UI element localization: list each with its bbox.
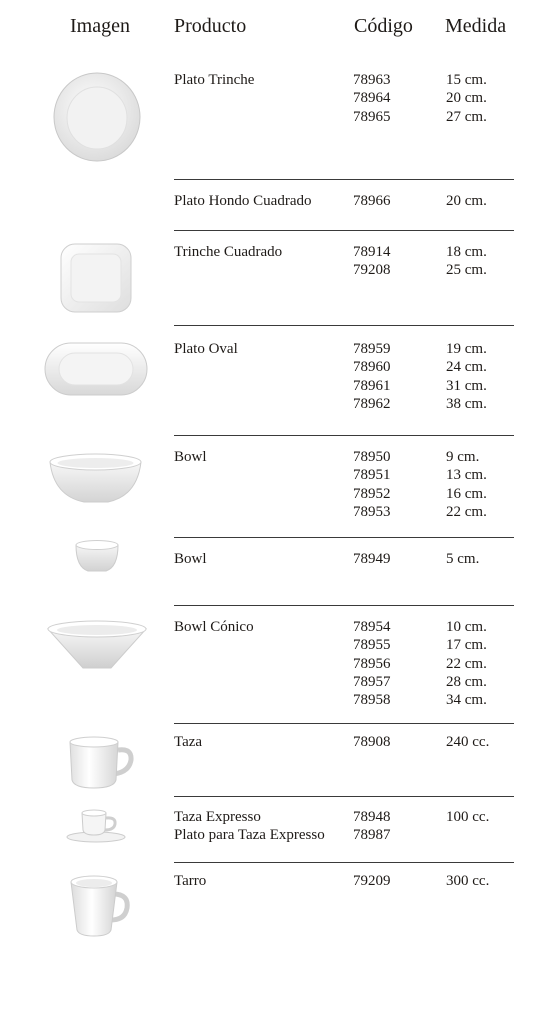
medida-5d: 22 cm. [446,503,487,520]
header-codigo: Código [354,15,413,37]
header-imagen: Imagen [70,15,130,37]
medida-5b: 13 cm. [446,467,487,484]
codigo-3a: 78914 [353,244,391,260]
medida-7d: 28 cm. [446,673,487,690]
bowl-icon [48,452,143,506]
codigo-4c: 78961 [353,377,391,394]
row-divider [174,230,514,231]
codigo-4b: 78960 [353,359,391,376]
row-divider [174,862,514,863]
medida-8a: 240 cc. [446,734,490,750]
medida-9a: 100 cc. [446,809,490,825]
row-divider [174,723,514,724]
row-divider [174,179,514,180]
medida-5c: 16 cm. [446,485,487,502]
plate-round-icon [53,72,141,162]
medida-1a: 15 cm. [446,72,487,88]
row-divider [174,325,514,326]
producto-2a: Plato Hondo Cuadrado [174,193,312,209]
codigo-5b: 78951 [353,467,391,484]
row-divider [174,796,514,797]
medida-3b: 25 cm. [446,262,487,279]
codigo-7a: 78954 [353,619,391,635]
medida-4c: 31 cm. [446,377,487,394]
producto-9b: Plato para Taza Expresso [174,827,325,844]
codigo-2a: 78966 [353,193,391,209]
mug-icon [69,874,131,938]
conical-bowl-icon [47,620,147,672]
medida-7b: 17 cm. [446,637,487,654]
medida-5a: 9 cm. [446,449,480,465]
medida-6a: 5 cm. [446,551,480,567]
codigo-1c: 78965 [353,108,391,125]
codigo-7d: 78957 [353,673,391,690]
plate-oval-icon [44,339,148,399]
codigo-1a: 78963 [353,72,391,88]
medida-7e: 34 cm. [446,692,487,709]
espresso-cup-saucer-icon [66,808,126,844]
header-producto: Producto [174,15,247,37]
medida-4d: 38 cm. [446,395,487,412]
codigo-5c: 78952 [353,485,391,502]
producto-6a: Bowl [174,551,207,567]
codigo-4a: 78959 [353,341,391,357]
header-medida: Medida [445,15,507,37]
producto-9a: Taza Expresso [174,809,261,825]
codigo-1b: 78964 [353,90,391,107]
codigo-9a: 78948 [353,809,391,825]
cup-icon [68,736,134,790]
codigo-8a: 78908 [353,734,391,750]
row-divider [174,435,514,436]
row-divider [174,537,514,538]
codigo-7b: 78955 [353,637,391,654]
medida-4a: 19 cm. [446,341,487,357]
producto-1a: Plato Trinche [174,72,255,88]
producto-4a: Plato Oval [174,341,238,357]
codigo-3b: 79208 [353,262,391,279]
producto-10a: Tarro [174,873,207,889]
codigo-7c: 78956 [353,655,391,672]
medida-1c: 27 cm. [446,108,487,125]
producto-8a: Taza [174,734,203,750]
codigo-5a: 78950 [353,449,391,465]
medida-3a: 18 cm. [446,244,487,260]
medida-1b: 20 cm. [446,90,487,107]
codigo-6a: 78949 [353,551,391,567]
codigo-9b: 78987 [353,827,391,844]
row-divider [174,605,514,606]
medida-10a: 300 cc. [446,873,490,889]
plate-square-icon [60,243,132,313]
small-bowl-icon [74,539,120,573]
medida-4b: 24 cm. [446,359,487,376]
producto-5a: Bowl [174,449,207,465]
producto-3a: Trinche Cuadrado [174,244,283,260]
medida-7c: 22 cm. [446,655,487,672]
codigo-4d: 78962 [353,395,391,412]
medida-7a: 10 cm. [446,619,487,635]
codigo-7e: 78958 [353,692,391,709]
codigo-10a: 79209 [353,873,391,889]
medida-2a: 20 cm. [446,193,487,209]
codigo-5d: 78953 [353,503,391,520]
producto-7a: Bowl Cónico [174,619,254,635]
